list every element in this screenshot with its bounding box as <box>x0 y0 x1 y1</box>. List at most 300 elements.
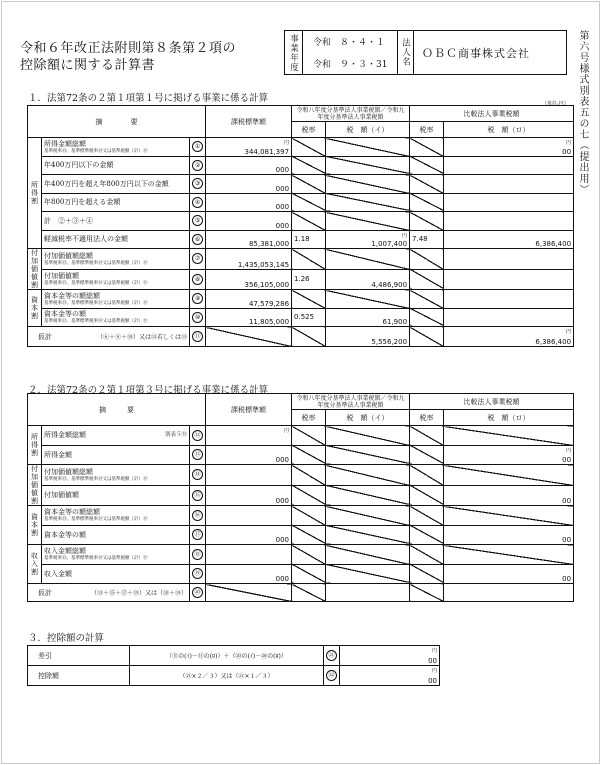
tax-i-amount: 1,007,400 <box>371 240 408 248</box>
tax-i-cell <box>326 290 410 309</box>
total-label-cell <box>28 327 190 347</box>
row-label-cell <box>42 465 190 486</box>
total-label-cell <box>28 584 190 602</box>
rate-i-cell <box>292 445 326 465</box>
row-number-cell <box>190 465 206 486</box>
rate-i: 0.525 <box>294 313 315 322</box>
rate-ro-cell <box>410 175 444 194</box>
row-label-cell <box>42 175 190 194</box>
group-label-capital: 資本割 <box>28 290 42 327</box>
standard-amount-cell <box>206 138 292 157</box>
row-label-cell <box>42 249 190 270</box>
rate-i-cell <box>292 426 326 446</box>
rate-i-cell <box>292 230 326 249</box>
tax-ro-cell <box>444 545 574 565</box>
tax-ro-cell <box>444 138 574 157</box>
rate-ro-cell <box>410 193 444 212</box>
standard-amount: 47,579,286 <box>248 299 290 308</box>
row-number-cell <box>190 308 206 327</box>
rate-ro-cell <box>410 506 444 526</box>
table-row <box>28 230 574 249</box>
tax-ro-cell <box>444 525 574 545</box>
base-tax-group-header: 令和八年度分基準法人事業税額／令和九年度分基準法人事業税額 <box>292 106 410 122</box>
total-number: ⑳ <box>192 587 203 598</box>
row-label-cell <box>42 564 190 584</box>
standard-amount-cell <box>206 485 292 506</box>
table-row <box>28 525 574 545</box>
row-number-cell <box>190 175 206 194</box>
rate-i-header-2: 税率 <box>292 410 326 426</box>
row-label: 付加価値額総額 <box>44 467 93 476</box>
tax-ro-cell <box>444 249 574 270</box>
total-tax-i: 5,556,200 <box>371 338 408 346</box>
rate-ro-cell <box>410 485 444 506</box>
row-number: ⑲ <box>192 568 203 579</box>
row-subnote: 基準税率⑬、基準標準税率⑭又は基準税額（計）⑮ <box>44 260 148 266</box>
rate-ro-cell <box>410 426 444 446</box>
rate-ro-cell <box>410 545 444 565</box>
tax-ro-cell <box>444 230 574 249</box>
section1-table <box>27 105 574 347</box>
row-label-cell <box>42 545 190 565</box>
row-label: 所得金額 <box>44 450 72 459</box>
section3-table <box>27 645 440 686</box>
total-tax-i-cell <box>326 327 410 347</box>
standard-amount: 000 <box>275 497 290 505</box>
row-number: ⑰ <box>192 529 203 540</box>
rate-i-cell <box>292 269 326 290</box>
calc-value-cell <box>340 666 440 686</box>
row-label-cell <box>42 230 190 249</box>
total-formula: （⑥＋⑧＋⑩）又は⑫若しくは⑬ <box>96 333 187 341</box>
row-subnote: 基準税率⑬、基準標準税率⑭又は基準税額（計）⑮ <box>44 319 148 325</box>
standard-amount-cell <box>206 290 292 309</box>
total-number-cell <box>190 327 206 347</box>
table-row <box>28 506 574 526</box>
table-row <box>28 156 574 175</box>
row-label-cell <box>42 212 190 231</box>
row-number: ⑯ <box>192 510 203 521</box>
section2-table <box>27 393 574 602</box>
table-row <box>28 249 574 270</box>
row-number-cell <box>190 426 206 446</box>
row-number: ③ <box>192 178 203 189</box>
summary-header: 摘 要 <box>28 106 206 138</box>
tax-i-cell <box>326 506 410 526</box>
rate-ro-cell <box>410 156 444 175</box>
tax-i-header: 税 額（イ） <box>326 122 410 138</box>
row-label: 付加価値額 <box>44 272 79 281</box>
calc-value-cell <box>340 646 440 666</box>
calc-formula: （㉑×２／３）又は（㉑×１／３） <box>130 666 324 686</box>
row-number-cell <box>190 138 206 157</box>
tax-i-amount: 61,900 <box>382 318 408 326</box>
tax-ro-amount: 00 <box>562 575 572 583</box>
tax-ro-amount: 00 <box>562 536 572 544</box>
standard-header: 課税標準額 <box>206 106 292 138</box>
rate-ro-cell <box>410 564 444 584</box>
rate-ro-header: 税率 <box>410 122 444 138</box>
tax-i-cell <box>326 138 410 157</box>
form-title: 令和６年改正法附則第８条第２項の 控除額に関する計算書 <box>20 41 237 73</box>
standard-amount: 11,805,000 <box>248 318 290 326</box>
tax-ro-cell <box>444 156 574 175</box>
row-number-cell <box>190 212 206 231</box>
rate-ro: 7.48 <box>412 235 428 244</box>
period-label: 事業年度 <box>285 31 303 75</box>
standard-amount: 000 <box>275 536 290 544</box>
group-label-added: 付加価値割 <box>28 249 42 290</box>
row-note: 別表５⑮ <box>164 432 187 439</box>
standard-amount: 1,435,053,145 <box>237 260 290 269</box>
rate-ro-cell <box>410 445 444 465</box>
row-label: 資本金等の額総額 <box>44 508 100 517</box>
row-label: 資本金等の額総額 <box>44 291 100 300</box>
tax-i-cell <box>326 212 410 231</box>
yen-unit: 円 <box>566 447 572 454</box>
tax-i-cell <box>326 193 410 212</box>
calc-label: 控除額 <box>28 666 130 686</box>
header-box <box>284 30 567 75</box>
tax-ro-amount: 00 <box>562 497 572 505</box>
row-number-cell <box>190 545 206 565</box>
standard-amount-cell <box>206 426 292 446</box>
calc-number: ㉑ <box>326 650 337 661</box>
tax-i-cell <box>326 249 410 270</box>
form-number-sidebar: 第六号様式別表五の七（提出用） <box>577 30 588 195</box>
tax-i-cell <box>326 465 410 486</box>
standard-amount: 85,381,000 <box>248 240 290 248</box>
tax-i-cell <box>326 545 410 565</box>
tax-ro-cell <box>444 445 574 465</box>
row-label: 付加価値額総額 <box>44 251 93 260</box>
rate-ro-cell <box>410 308 444 327</box>
rate-i-cell <box>292 138 326 157</box>
rate-ro-cell <box>410 465 444 486</box>
tax-i-cell <box>326 308 410 327</box>
standard-amount: 000 <box>275 203 290 211</box>
group-label-added: 付加価値割 <box>28 465 42 506</box>
group-label-revenue: 収入割 <box>28 545 42 584</box>
rate-i-header: 税率 <box>292 122 326 138</box>
yen-unit: 円 <box>431 648 437 654</box>
table-row <box>28 426 574 446</box>
rate-i-cell <box>292 485 326 506</box>
tax-ro-header: 税 額（ロ） <box>444 122 574 138</box>
total-tax-ro: 6,386,400 <box>535 338 572 346</box>
row-label-cell <box>42 485 190 506</box>
calc-value: 00 <box>428 677 437 685</box>
total-rate-ro-cell <box>410 584 444 602</box>
compare-tax-group-header: 比較法人事業税額 <box>410 106 574 122</box>
standard-amount: 000 <box>275 221 290 230</box>
row-label: 年800万円を超える金額 <box>44 198 121 207</box>
row-number-cell <box>190 230 206 249</box>
row-label: 所得金額総額 <box>44 139 86 148</box>
row-number: ① <box>192 141 203 152</box>
row-number-cell <box>190 193 206 212</box>
table-row <box>28 269 574 290</box>
tax-ro-cell <box>444 212 574 231</box>
total-formula: （⑬＋⑮＋⑰＋⑲）又は（⑱＋⑲） <box>90 589 187 597</box>
standard-header-2: 課税標準額 <box>206 394 292 426</box>
row-label: 資本金等の額 <box>44 530 86 539</box>
tax-ro-cell <box>444 564 574 584</box>
rate-ro-cell <box>410 525 444 545</box>
row-subnote: 基準税率⑬、基準標準税率⑭又は基準税額（計）⑮ <box>44 476 148 482</box>
table-row <box>28 564 574 584</box>
yen-unit: 円 <box>431 668 437 674</box>
row-number-cell <box>190 290 206 309</box>
standard-amount-cell <box>206 564 292 584</box>
summary-header-2: 摘 要 <box>28 394 206 426</box>
row-label-cell <box>42 525 190 545</box>
rate-i-cell <box>292 545 326 565</box>
calc-number: ㉒ <box>326 670 337 681</box>
rate-ro-cell <box>410 269 444 290</box>
row-subnote: 基準税率⑬、基準標準税率⑭又は基準税額（計）⑮ <box>44 281 148 287</box>
rate-i-cell <box>292 525 326 545</box>
tax-i-header-2: 税 額（イ） <box>326 410 410 426</box>
total-rate-ro-cell <box>410 327 444 347</box>
row-number-cell <box>190 445 206 465</box>
tax-i-cell <box>326 564 410 584</box>
row-label-cell <box>42 138 190 157</box>
row-number: ② <box>192 160 203 171</box>
row-number-cell <box>190 485 206 506</box>
row-label: 収入金額総額 <box>44 547 86 556</box>
standard-amount-cell <box>206 193 292 212</box>
rate-i-cell <box>292 564 326 584</box>
standard-amount-cell <box>206 156 292 175</box>
tax-i-cell <box>326 445 410 465</box>
rate-i-cell <box>292 175 326 194</box>
tax-ro-cell <box>444 426 574 446</box>
tax-i-cell <box>326 426 410 446</box>
standard-amount: 356,105,000 <box>244 281 290 289</box>
row-number: ④ <box>192 197 203 208</box>
rate-i-cell <box>292 506 326 526</box>
total-tax-ro-cell <box>444 327 574 347</box>
corp-name: ＯＢＣ商事株式会社 <box>414 31 567 75</box>
row-label-cell <box>42 193 190 212</box>
standard-amount: 000 <box>275 166 290 174</box>
row-number-cell <box>190 564 206 584</box>
section1-title: １．法第72条の２第１項第１号に掲げる事業に係る計算 <box>28 93 269 104</box>
rate-i-cell <box>292 249 326 270</box>
rate-i-cell <box>292 308 326 327</box>
total-row <box>28 584 574 602</box>
corp-label: 法人名 <box>398 31 414 75</box>
total-row <box>28 327 574 347</box>
tax-ro-cell <box>444 506 574 526</box>
total-number: ⑪ <box>192 331 203 342</box>
rate-ro-cell <box>410 290 444 309</box>
table-row <box>28 308 574 327</box>
row-label: 収入金額 <box>44 569 72 578</box>
standard-amount-cell <box>206 269 292 290</box>
row-number-cell <box>190 249 206 270</box>
table-row <box>28 465 574 486</box>
table-row <box>28 212 574 231</box>
standard-amount-cell <box>206 545 292 565</box>
total-tax-ro-cell <box>444 584 574 602</box>
rate-i-cell <box>292 156 326 175</box>
row-number: ⑦ <box>192 253 203 264</box>
row-label: 計 ②＋③＋④ <box>44 216 93 225</box>
row-subnote: 基準税率⑬、基準標準税率⑭又は基準税額（計）⑮ <box>44 148 148 154</box>
standard-amount: 000 <box>275 575 290 583</box>
row-label-cell <box>42 426 190 446</box>
row-number-cell <box>190 506 206 526</box>
row-label: 所得金額総額 <box>44 431 86 440</box>
standard-amount-cell <box>206 308 292 327</box>
total-label: 仮計 <box>38 588 52 597</box>
table-row <box>28 138 574 157</box>
standard-amount-cell <box>206 175 292 194</box>
row-subnote: 基準税率⑬、基準標準税率⑭又は基準税額（計）⑮ <box>44 517 148 523</box>
section2-title: ２．法第72条の２第１項第３号に掲げる事業に係る計算 <box>28 385 269 396</box>
rate-i: 1.18 <box>294 235 310 244</box>
tax-ro-amount: 00 <box>562 147 572 156</box>
calc-label: 差引 <box>28 646 130 666</box>
row-label-cell <box>42 506 190 526</box>
unit-label: （単位:円） <box>542 101 569 107</box>
row-subnote: 基準税率⑬、基準標準税率⑭又は基準税額（計）⑮ <box>44 556 148 562</box>
standard-amount: 000 <box>275 184 290 193</box>
standard-amount: 344,081,397 <box>244 147 290 156</box>
rate-ro-cell <box>410 230 444 249</box>
rate-i-cell <box>292 193 326 212</box>
total-standard-cell <box>206 584 292 602</box>
period-from: 令和 ８・４・１ <box>303 31 398 53</box>
tax-ro-amount: 6,386,400 <box>535 240 572 248</box>
yen-unit: 円 <box>284 428 290 434</box>
standard-amount-cell <box>206 249 292 270</box>
group-label-income: 所得割 <box>28 426 42 465</box>
group-label-income: 所得割 <box>28 138 42 249</box>
total-standard-cell <box>206 327 292 347</box>
tax-i-cell <box>326 175 410 194</box>
tax-i-cell <box>326 525 410 545</box>
row-label-cell <box>42 290 190 309</box>
tax-i-amount: 4,486,900 <box>371 281 408 289</box>
row-number: ⑫ <box>192 430 203 441</box>
tax-ro-cell <box>444 465 574 486</box>
standard-amount-cell <box>206 506 292 526</box>
row-label: 軽減税率不適用法人の金額 <box>44 235 128 244</box>
tax-ro-cell <box>444 485 574 506</box>
row-label-cell <box>42 308 190 327</box>
section3-title: ３．控除額の計算 <box>28 633 105 644</box>
rate-ro-cell <box>410 249 444 270</box>
tax-i-cell <box>326 156 410 175</box>
rate-i: 1.26 <box>294 275 310 284</box>
calc-value: 00 <box>428 657 437 665</box>
row-label: 付加価値額 <box>44 491 79 500</box>
row-number-cell <box>190 156 206 175</box>
calc-number-cell <box>324 666 340 686</box>
row-number: ⑨ <box>192 293 203 304</box>
standard-amount: 000 <box>275 456 290 464</box>
table-row <box>28 445 574 465</box>
rate-i-cell <box>292 290 326 309</box>
row-subnote: 基準税率⑬、基準標準税率⑭又は基準税額（計）⑮ <box>44 300 148 306</box>
calc-formula: （⑪の(ｲ)－⑪の(ﾛ)）＋（⑳の(ｲ)－⑳の(ﾛ)） <box>130 646 324 666</box>
row-number: ⑭ <box>192 469 203 480</box>
table-row <box>28 193 574 212</box>
row-number: ⑧ <box>192 274 203 285</box>
table-row <box>28 175 574 194</box>
yen-unit: 円 <box>284 140 290 146</box>
total-rate-i-cell <box>292 584 326 602</box>
yen-unit: 円 <box>566 140 572 146</box>
table-row <box>28 485 574 506</box>
row-label: 年400万円以下の金額 <box>44 161 114 170</box>
tax-i-cell <box>326 230 410 249</box>
rate-ro-header-2: 税率 <box>410 410 444 426</box>
row-label: 年400万円を超え年800万円以下の金額 <box>44 179 169 188</box>
table-row <box>28 290 574 309</box>
row-number: ⑤ <box>192 215 203 226</box>
yen-unit: 円 <box>566 329 572 335</box>
standard-amount-cell <box>206 465 292 486</box>
total-number-cell <box>190 584 206 602</box>
tax-ro-cell <box>444 269 574 290</box>
row-label-cell <box>42 269 190 290</box>
row-number: ⑱ <box>192 549 203 560</box>
row-number-cell <box>190 525 206 545</box>
row-label-cell <box>42 445 190 465</box>
row-number-cell <box>190 269 206 290</box>
table-row <box>28 545 574 565</box>
standard-amount-cell <box>206 525 292 545</box>
total-label: 仮計 <box>38 332 52 341</box>
row-number: ⑬ <box>192 449 203 460</box>
tax-ro-cell <box>444 308 574 327</box>
group-label-capital: 資本割 <box>28 506 42 545</box>
calc-number-cell <box>324 646 340 666</box>
tax-ro-cell <box>444 175 574 194</box>
calc-row <box>28 646 440 666</box>
row-number: ⑮ <box>192 490 203 501</box>
row-number: ⑩ <box>192 312 203 323</box>
row-label: 資本金等の額 <box>44 310 86 319</box>
tax-i-cell <box>326 485 410 506</box>
rate-i-cell <box>292 465 326 486</box>
tax-ro-amount: 00 <box>562 456 572 464</box>
row-number: ⑥ <box>192 234 203 245</box>
tax-ro-cell <box>444 290 574 309</box>
standard-amount-cell <box>206 445 292 465</box>
calc-row <box>28 666 440 686</box>
standard-amount-cell <box>206 212 292 231</box>
tax-ro-cell <box>444 193 574 212</box>
rate-ro-cell <box>410 212 444 231</box>
total-tax-i-cell <box>326 584 410 602</box>
period-to: 令和 ９・３・31 <box>303 53 398 75</box>
yen-unit: 円 <box>402 232 408 239</box>
base-tax-group-header-2: 令和八年度分基準法人事業税額／令和九年度分基準法人事業税額 <box>292 394 410 410</box>
rate-ro-cell <box>410 138 444 157</box>
rate-i-cell <box>292 212 326 231</box>
compare-tax-group-header-2: 比較法人事業税額 <box>410 394 574 410</box>
row-label-cell <box>42 156 190 175</box>
standard-amount-cell <box>206 230 292 249</box>
tax-ro-header-2: 税 額（ロ） <box>444 410 574 426</box>
tax-i-cell <box>326 269 410 290</box>
total-rate-i-cell <box>292 327 326 347</box>
